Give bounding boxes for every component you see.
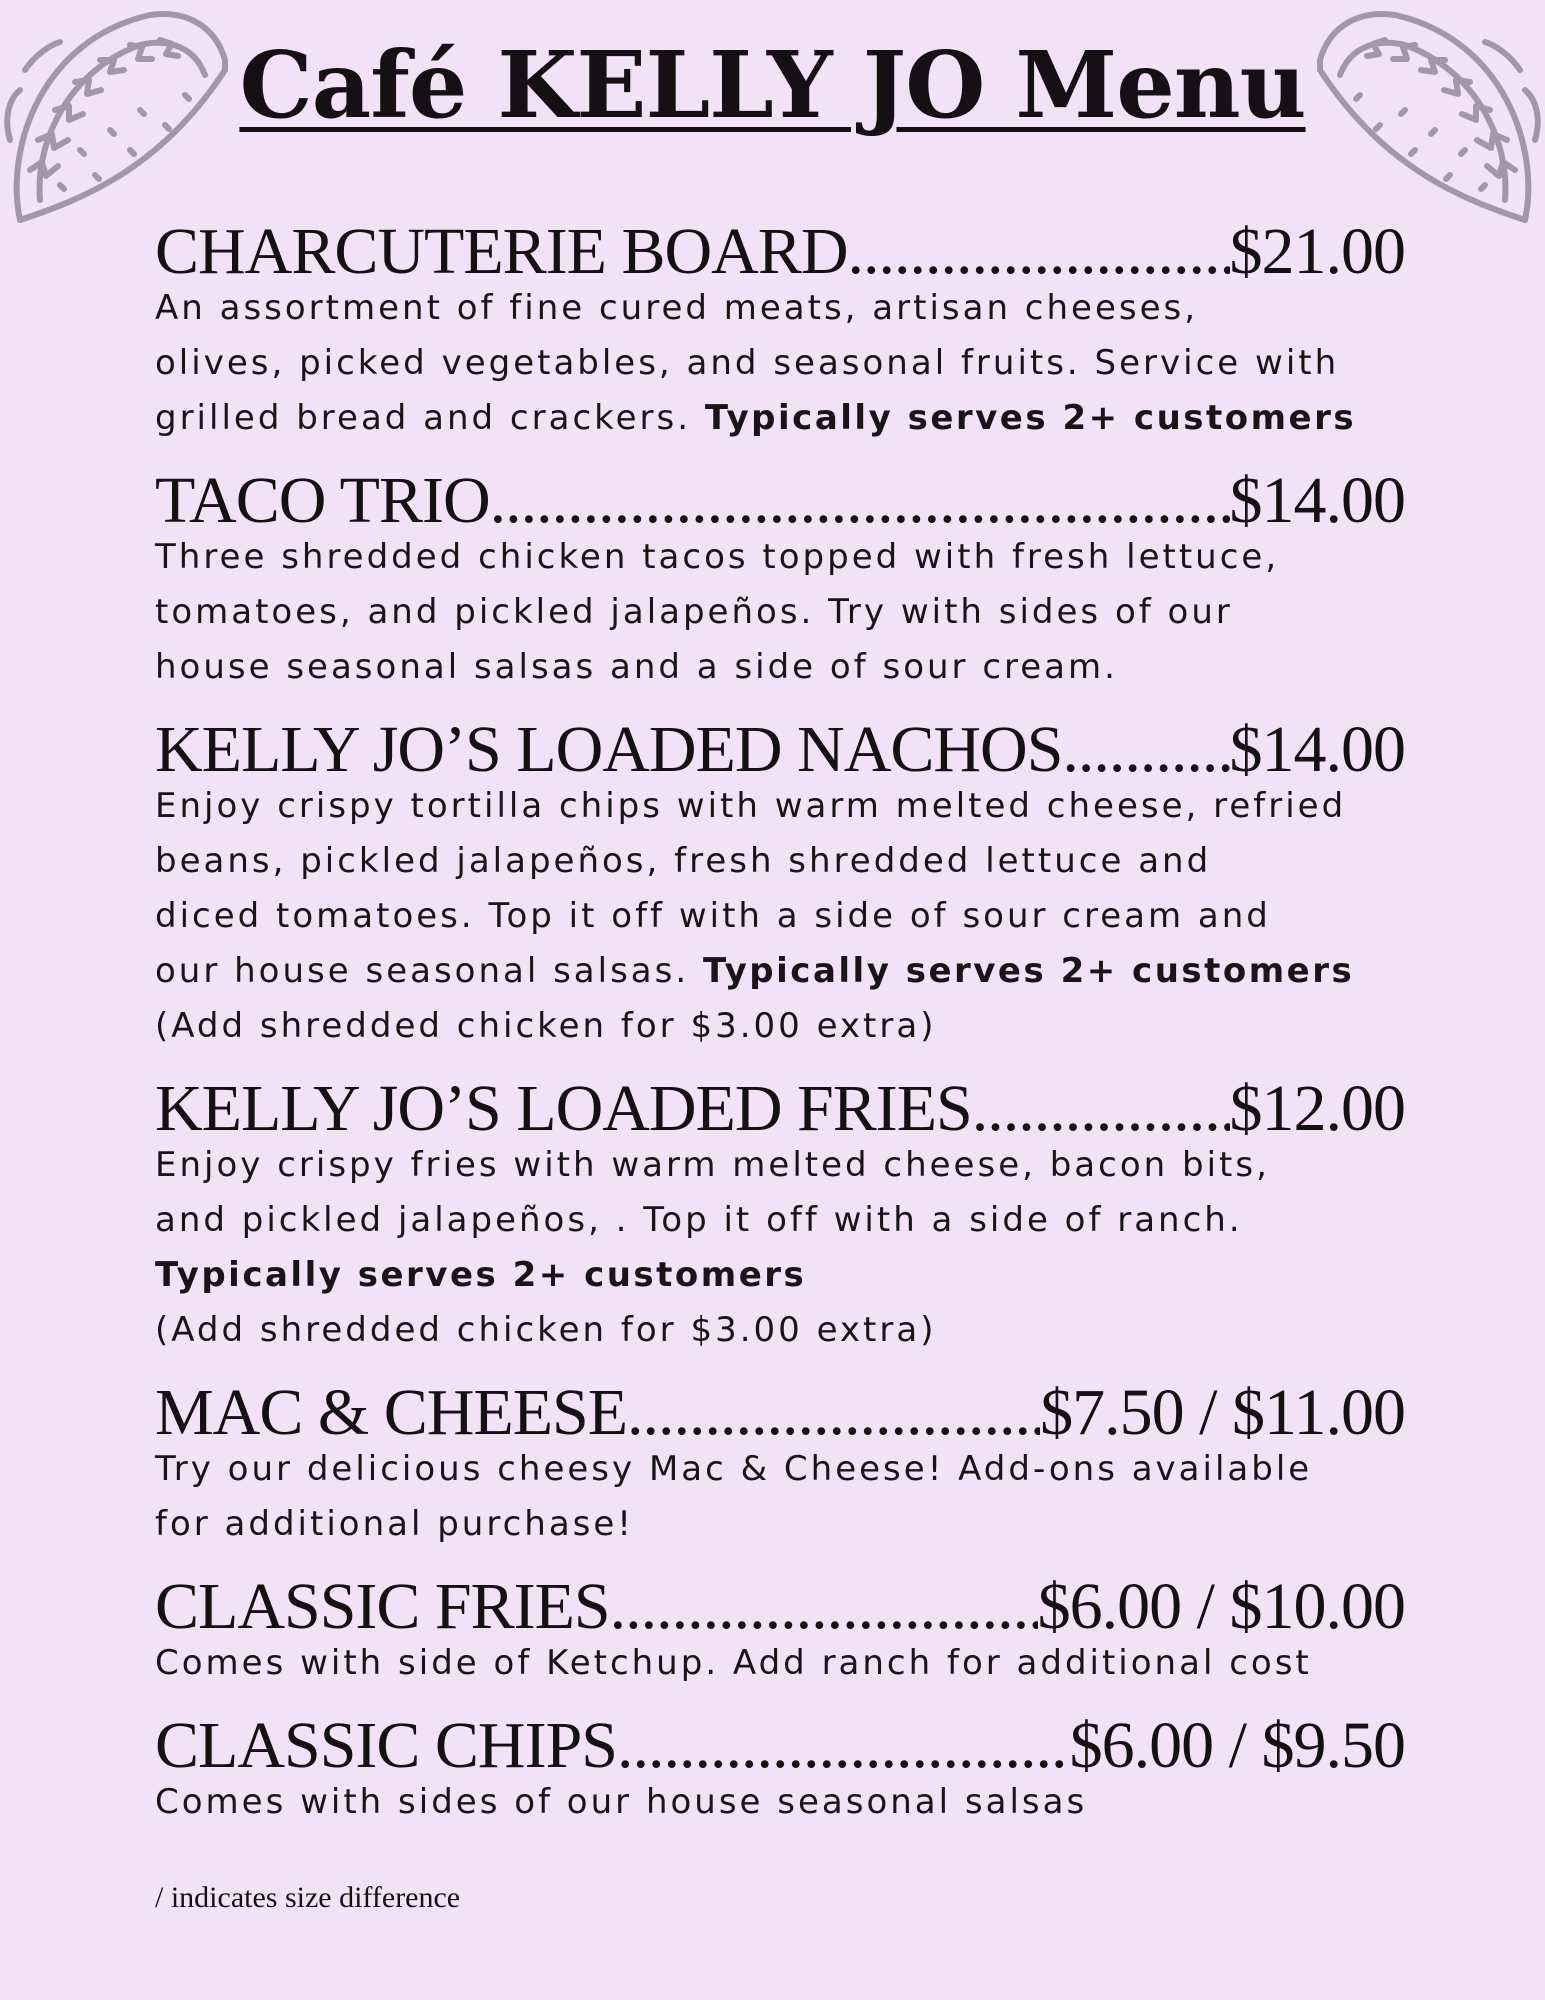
leader-dots <box>617 1709 1070 1783</box>
leader-dots <box>610 1570 1038 1644</box>
menu-item-name: CLASSIC CHIPS <box>155 1709 617 1782</box>
menu-list <box>155 215 1405 1848</box>
add-on-note: (Add shredded chicken for $3.00 extra) <box>155 1006 937 1046</box>
menu-item-name: CHARCUTERIE BOARD <box>155 215 848 288</box>
menu-item <box>155 1072 1405 1358</box>
description-line: Comes with sides of our house seasonal salsas <box>155 1782 1088 1822</box>
menu-item-price: $6.00 / $10.00 <box>1037 1570 1405 1643</box>
menu-item-header <box>155 215 1405 289</box>
menu-item-description <box>155 281 1405 446</box>
menu-item-description <box>155 1442 1405 1552</box>
description-line: Enjoy crispy fries with warm melted cheese, bacon bits, <box>155 1145 1270 1185</box>
menu-item-name: KELLY JO’S LOADED FRIES <box>155 1072 972 1145</box>
menu-item-name: CLASSIC FRIES <box>155 1570 610 1643</box>
description-line: olives, picked vegetables, and seasonal fruits. Service with <box>155 343 1340 383</box>
menu-item-price: $21.00 <box>1229 215 1405 288</box>
leader-dots <box>627 1376 1040 1450</box>
menu-item-description <box>155 1775 1405 1830</box>
size-footnote: / indicates size difference <box>155 1881 461 1914</box>
menu-item-price: $14.00 <box>1229 713 1405 786</box>
description-line: and pickled jalapeños, . Top it off with a side of ranch. <box>155 1200 1243 1240</box>
menu-item-description <box>155 1138 1405 1358</box>
description-line: for additional purchase! <box>155 1504 634 1544</box>
menu-item <box>155 713 1405 1054</box>
description-line: Try our delicious cheesy Mac & Cheese! Add-ons available <box>155 1449 1313 1489</box>
serving-note: Typically serves 2+ customers <box>704 398 1357 438</box>
description-line: Comes with side of Ketchup. Add ranch for additional cost <box>155 1643 1312 1683</box>
menu-item-header <box>155 464 1405 538</box>
menu-item <box>155 1376 1405 1552</box>
menu-item-name: TACO TRIO <box>155 464 490 537</box>
menu-item <box>155 1570 1405 1691</box>
menu-item <box>155 1709 1405 1830</box>
description-line: tomatoes, and pickled jalapeños. Try with sides of our <box>155 592 1233 632</box>
menu-item-header <box>155 713 1405 787</box>
description-text: our house seasonal salsas. <box>155 951 690 991</box>
menu-item-header <box>155 1709 1405 1783</box>
description-line: Enjoy crispy tortilla chips with warm melted cheese, refried <box>155 786 1347 826</box>
serving-note: Typically serves 2+ customers <box>155 1255 807 1295</box>
menu-item-header <box>155 1570 1405 1644</box>
menu-item <box>155 464 1405 695</box>
menu-item-description <box>155 530 1405 695</box>
menu-item-price: $14.00 <box>1229 464 1405 537</box>
leader-dots <box>848 215 1230 289</box>
description-line: beans, pickled jalapeños, fresh shredded lettuce and <box>155 841 1212 881</box>
menu-item-header <box>155 1376 1405 1450</box>
serving-note: Typically serves 2+ customers <box>702 951 1355 991</box>
leader-dots <box>972 1072 1230 1146</box>
leader-dots <box>490 464 1230 538</box>
menu-item-name: MAC & CHEESE <box>155 1376 628 1449</box>
description-line: An assortment of fine cured meats, artisan cheeses, <box>155 288 1199 328</box>
description-line <box>155 944 1405 999</box>
description-line: Three shredded chicken tacos topped with fresh lettuce, <box>155 537 1280 577</box>
description-text: grilled bread and crackers. <box>155 398 692 438</box>
menu-item <box>155 215 1405 446</box>
menu-item-header <box>155 1072 1405 1146</box>
description-line <box>155 391 1405 446</box>
menu-item-description <box>155 779 1405 1054</box>
menu-item-name: KELLY JO’S LOADED NACHOS <box>155 713 1063 786</box>
description-line: house seasonal salsas and a side of sour cream. <box>155 647 1118 687</box>
leader-dots <box>1062 713 1229 787</box>
add-on-note: (Add shredded chicken for $3.00 extra) <box>155 1310 937 1350</box>
menu-item-price: $7.50 / $11.00 <box>1040 1376 1405 1449</box>
menu-item-description <box>155 1636 1405 1691</box>
description-line: diced tomatoes. Top it off with a side of sour cream and <box>155 896 1271 936</box>
page-title: Café KELLY JO Menu <box>239 31 1306 139</box>
menu-item-price: $6.00 / $9.50 <box>1069 1709 1405 1782</box>
menu-item-price: $12.00 <box>1229 1072 1405 1145</box>
